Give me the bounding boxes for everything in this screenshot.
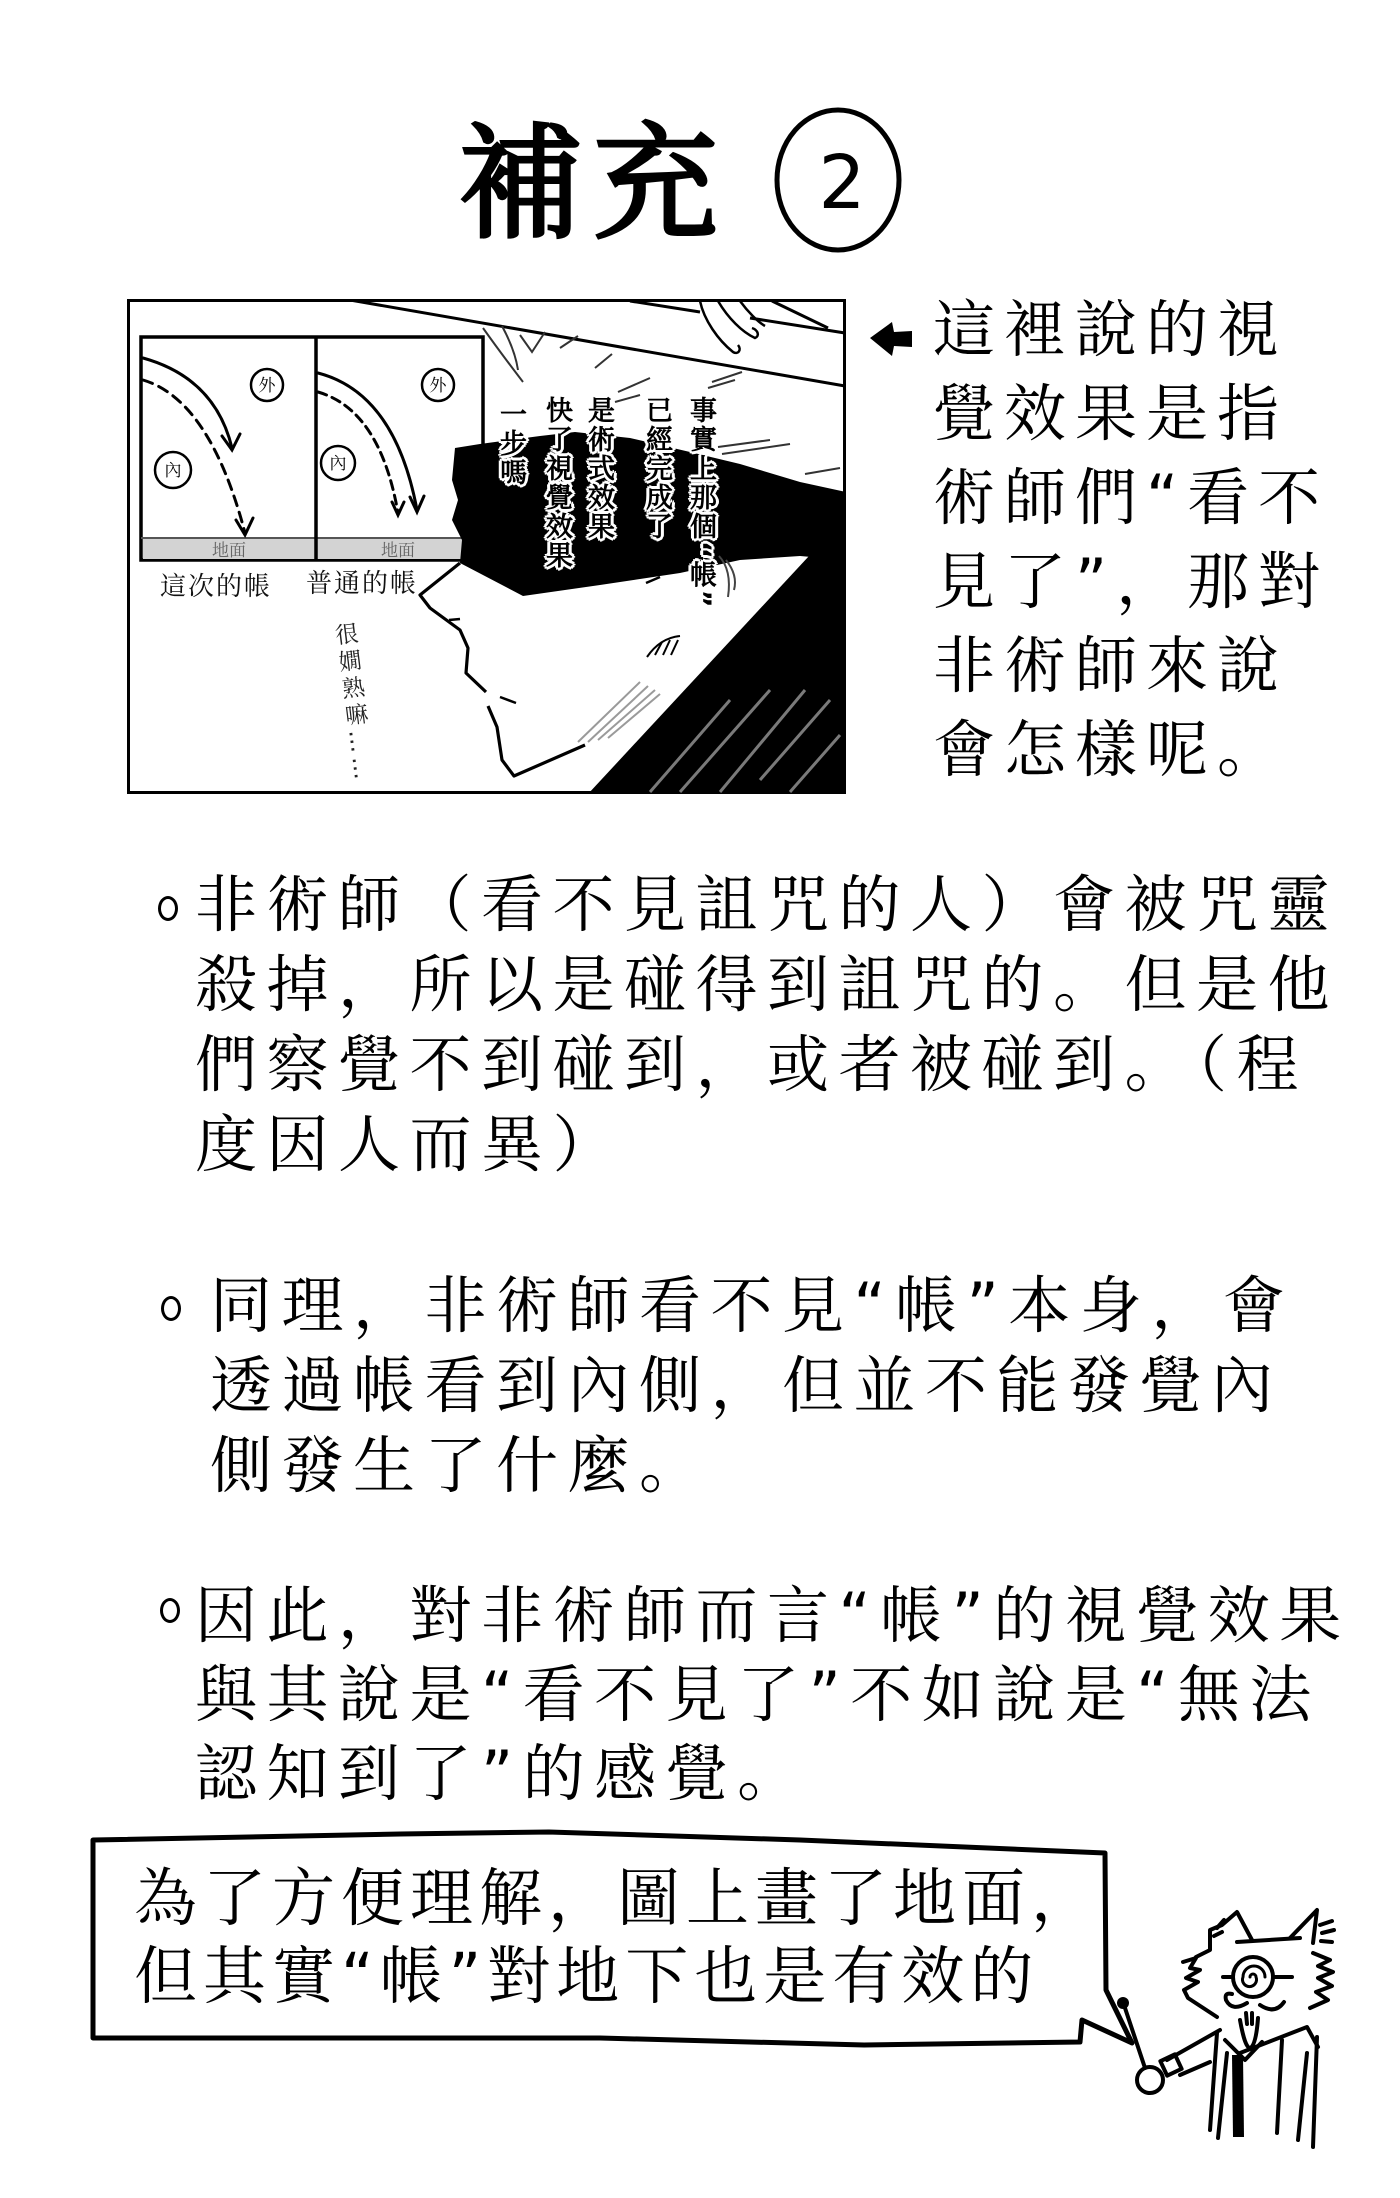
bullet-item-1: [195, 865, 1339, 1185]
side-note-line: 這裡說的視: [933, 293, 1289, 366]
ground-label-right: 地面: [381, 541, 415, 561]
speech-bubble-text: [134, 1860, 1100, 2016]
side-note-line: 術師們“看不: [933, 461, 1330, 534]
tie: [1232, 2055, 1244, 2137]
page-title: 補充: [458, 111, 728, 257]
manga-panel: [127, 299, 846, 794]
circled-number-icon: [770, 104, 910, 260]
diagram-caption-left: 這次的帳: [160, 572, 273, 602]
circle-bullet-icon: [160, 1598, 180, 1623]
speech-column-3: 是術式效果: [583, 396, 614, 541]
bubble-line: 但其實“帳”對地下也是有效的: [134, 1940, 1040, 2013]
side-note-line: 非術師來說: [933, 629, 1289, 702]
bubble-line: 為了方便理解，圖上畫了地面，: [134, 1862, 1100, 1935]
pointer-tip: [1117, 1997, 1129, 2009]
bullet-item-2: [210, 1266, 1294, 1506]
bullet-line: 同理，非術師看不見“帳”本身，會: [210, 1269, 1295, 1342]
diagram-caption-right: 普通的帳: [306, 569, 419, 599]
aside-murmur: 很嫺熟嘛……: [330, 620, 376, 785]
title-number: 2: [818, 140, 866, 226]
bullet-line: 與其說是“看不見了”不如說是“無法: [195, 1658, 1321, 1731]
side-note: [933, 288, 1329, 792]
inside-label-right: 內: [329, 454, 347, 474]
arrow-left-icon: [868, 320, 914, 358]
circle-bullet-icon: [161, 1296, 181, 1321]
side-note-line: 見了”，那對: [933, 545, 1330, 618]
speech-column-4: 快了視覺效果: [541, 396, 572, 570]
mascot-pointer-character: [1100, 1880, 1400, 2198]
bullet-line: 非術師（看不見詛咒的人）會被咒靈: [195, 868, 1340, 941]
outside-label-left: 外: [258, 376, 276, 396]
inside-label-left: 內: [164, 461, 182, 481]
tent-diagram: [141, 337, 483, 561]
bullet-line: 們察覺不到碰到，或者被碰到。（程: [195, 1028, 1309, 1101]
speech-column-2: 已經完成了: [641, 396, 672, 541]
speech-column-5: 一步嗎: [495, 400, 526, 487]
bullet-line: 認知到了”的感覺。: [195, 1737, 809, 1810]
bullet-line: 透過帳看到內側，但並不能發覺內: [210, 1349, 1283, 1422]
speech-column-1: 事實上那個“帳”: [685, 396, 716, 610]
bullet-line: 因此，對非術師而言“帳”的視覺效果: [195, 1579, 1351, 1652]
ground-label-left: 地面: [212, 541, 246, 561]
side-note-line: 會怎樣呢。: [933, 713, 1289, 786]
bullet-item-3: [195, 1576, 1351, 1813]
outside-label-right: 外: [429, 376, 447, 396]
circle-bullet-icon: [158, 896, 178, 921]
bullet-line: 度因人而異）: [195, 1108, 625, 1181]
bullet-line: 殺掉，所以是碰得到詛咒的。但是他: [195, 948, 1340, 1021]
bullet-line: 側發生了什麼。: [210, 1429, 711, 1502]
side-note-line: 覺效果是指: [933, 377, 1289, 450]
